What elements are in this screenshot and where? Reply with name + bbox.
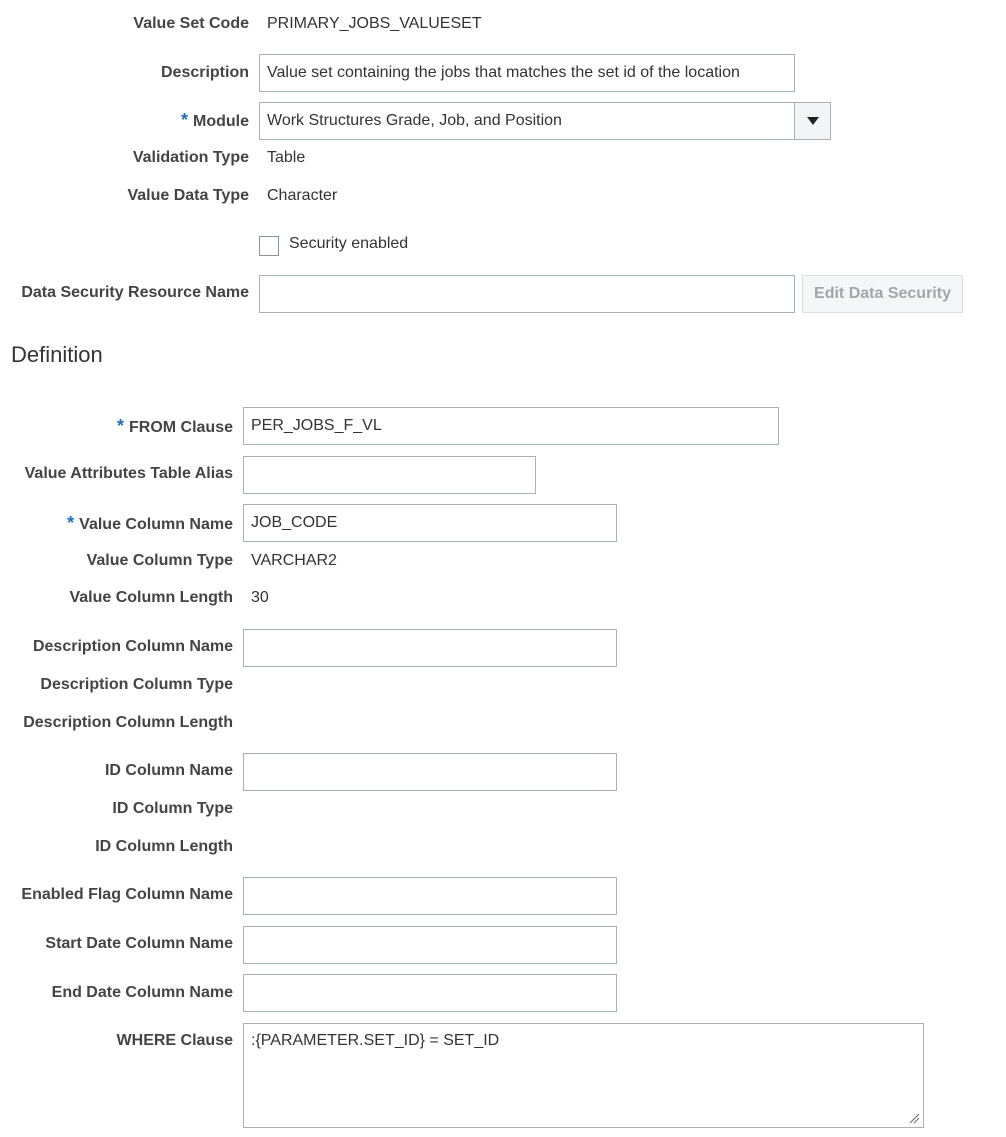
description-label: Description (160, 64, 249, 81)
validation-type-label: Validation Type (132, 149, 249, 166)
id-column-length-label: ID Column Length (95, 838, 233, 855)
enabled-flag-label: Enabled Flag Column Name (21, 886, 233, 903)
value-attr-alias-label: Value Attributes Table Alias (24, 465, 233, 482)
desc-column-name-input[interactable] (243, 629, 617, 667)
desc-column-name-label: Description Column Name (32, 638, 233, 655)
id-column-type-label: ID Column Type (112, 800, 233, 817)
value-set-code-label: Value Set Code (133, 15, 249, 32)
value-column-name-input[interactable] (243, 504, 617, 542)
desc-column-length-label: Description Column Length (23, 714, 233, 731)
value-attr-alias-input[interactable] (243, 456, 536, 494)
edit-data-security-button[interactable]: Edit Data Security (802, 275, 963, 313)
value-column-name-label (67, 513, 233, 535)
value-data-type-value: Character (267, 187, 338, 204)
from-clause-label-text: FROM Clause (128, 419, 233, 436)
module-select[interactable] (259, 102, 795, 140)
value-column-name-label-text: Value Column Name (79, 516, 233, 533)
required-marker: * (67, 513, 75, 533)
chevron-down-icon (807, 117, 819, 125)
end-date-input[interactable] (243, 974, 617, 1012)
security-enabled-label: Security enabled (289, 235, 409, 252)
validation-type-value: Table (267, 149, 306, 166)
value-column-length-label: Value Column Length (69, 589, 233, 606)
id-column-name-label: ID Column Name (104, 762, 233, 779)
enabled-flag-input[interactable] (243, 877, 617, 915)
id-column-name-input[interactable] (243, 753, 617, 791)
value-column-type-value: VARCHAR2 (251, 552, 337, 569)
from-clause-input[interactable] (243, 407, 779, 445)
value-data-type-label: Value Data Type (127, 187, 249, 204)
desc-column-type-label: Description Column Type (40, 676, 233, 693)
where-clause-textarea[interactable] (243, 1023, 924, 1128)
required-marker: * (116, 416, 124, 436)
data-security-label: Data Security Resource Name (21, 284, 249, 301)
module-label (181, 110, 249, 132)
definition-title: Definition (11, 342, 103, 367)
module-label-text: Module (193, 113, 249, 130)
description-input[interactable] (259, 54, 795, 92)
value-set-code-value: PRIMARY_JOBS_VALUESET (267, 15, 482, 32)
value-column-length-value: 30 (251, 589, 269, 606)
start-date-input[interactable] (243, 926, 617, 964)
resize-grip-icon[interactable] (908, 1112, 920, 1124)
security-enabled-checkbox[interactable] (259, 236, 279, 256)
end-date-label: End Date Column Name (51, 984, 233, 1001)
from-clause-label (117, 416, 233, 438)
value-column-type-label: Value Column Type (86, 552, 233, 569)
start-date-label: Start Date Column Name (45, 935, 233, 952)
where-clause-label: WHERE Clause (116, 1032, 233, 1049)
required-marker: * (180, 110, 188, 130)
data-security-input[interactable] (259, 275, 795, 313)
module-dropdown-button[interactable] (794, 102, 831, 140)
